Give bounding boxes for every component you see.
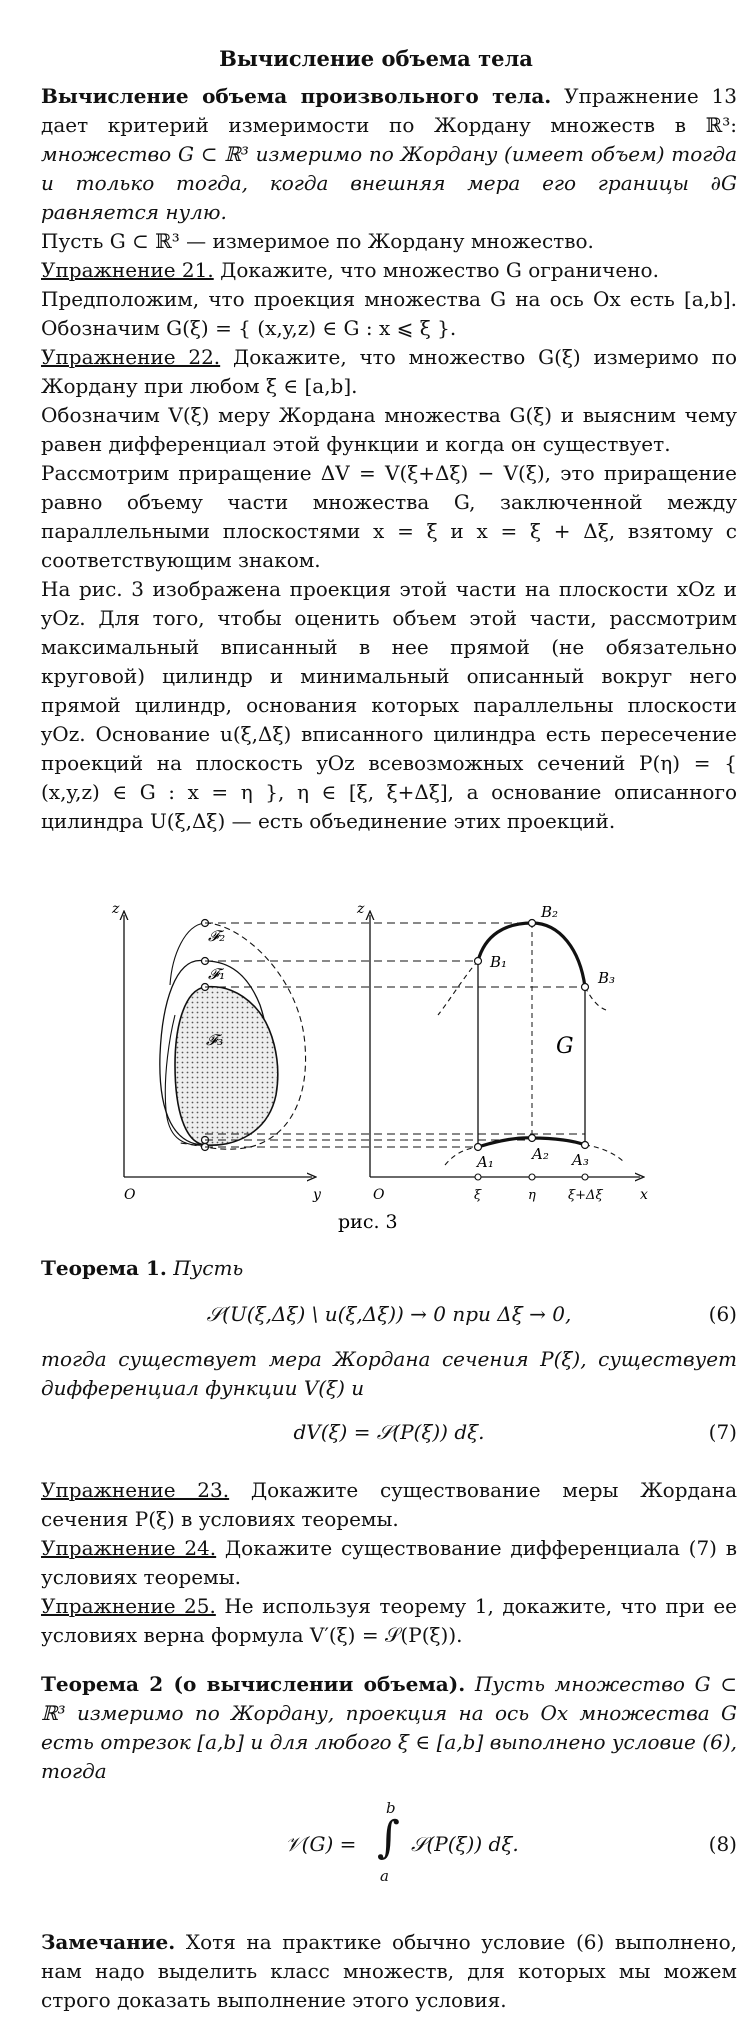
label-b3: B₃ xyxy=(598,969,616,987)
equation-7 xyxy=(41,1418,737,1450)
curve-f2-left xyxy=(170,923,205,985)
theorem-1-intro: Пусть xyxy=(173,1256,244,1280)
tick-xi: ξ xyxy=(474,1188,482,1203)
label-a2: A₂ xyxy=(532,1145,549,1163)
theorem-1-label: Теорема 1. xyxy=(41,1256,167,1280)
section-heading: Вычисление объема произвольного тела. xyxy=(41,84,552,108)
equation-8-right: 𝒮(P(ξ)) dξ. xyxy=(411,1832,519,1856)
label-a3: A₃ xyxy=(572,1151,589,1169)
equation-8-left: 𝒱(G) = xyxy=(285,1832,357,1856)
exercise-21 xyxy=(41,256,737,285)
equation-6-formula: 𝒮(U(ξ,Δξ) \ u(ξ,Δξ)) → 0 при Δξ → 0, xyxy=(206,1302,572,1326)
tick-xi-dxi: ξ+Δξ xyxy=(568,1188,603,1203)
equation-8-integral: ∫ xyxy=(377,1812,400,1863)
label-right-o: O xyxy=(373,1187,385,1203)
exercise-23-label: Упражнение 23. xyxy=(41,1478,230,1502)
label-f3: 𝓕₃ xyxy=(206,1031,224,1049)
paragraph-p2: Предположим, что проекция множества G на ось Ox есть [a,b]. Обозначим G(ξ) = { (x,y,z) ∈ G : x ⩽ ξ }. xyxy=(41,287,737,340)
page-title: Вычисление объема тела xyxy=(219,46,533,71)
equation-8-lower: a xyxy=(380,1867,389,1885)
figure-caption: рис. 3 xyxy=(338,1211,398,1233)
theorem-1-head xyxy=(41,1254,737,1283)
exercise-25-label: Упражнение 25. xyxy=(41,1594,216,1618)
tick-eta: η xyxy=(528,1188,536,1203)
equation-8-upper: b xyxy=(386,1799,396,1817)
remark-body xyxy=(41,1928,737,2015)
exercise-22 xyxy=(41,343,737,401)
exercise-21-text: Докажите, что множество G ограничено. xyxy=(213,258,659,282)
label-right-z: z xyxy=(357,901,365,917)
equation-6 xyxy=(41,1300,737,1332)
exercise-24-text: Докажите существование дифференциала (7) в условиях теоремы. xyxy=(41,1536,737,1589)
equation-8 xyxy=(41,1800,737,1890)
label-f2: 𝓕₂ xyxy=(208,927,226,945)
label-a1: A₁ xyxy=(477,1153,494,1171)
theorem-2-label: Теорема 2 (о вычислении объема). xyxy=(41,1672,466,1696)
exercise-22-text: Докажите, что множество G(ξ) измеримо по Жордану при любом ξ ∈ [a,b]. xyxy=(41,345,737,398)
exercise-21-label: Упражнение 21. xyxy=(41,258,214,282)
section-text xyxy=(41,82,737,836)
exercise-24-label: Упражнение 24. xyxy=(41,1536,217,1560)
paragraph-p5: На рис. 3 изображена проекция этой части на плоскости xOz и yOz. Для того, чтобы оценить объем этой части, рассмотрим максимальный вписанный в нее прямой (не обязательно круговой) цилиндр и минимальный описанный вокруг него прямой цилиндр, основания которых параллельны плоскости yOz. Основание u(ξ,Δξ) вписанного цилиндра есть пересечение проекций на плоскость yOz всевозможных сечений P(η) = { (x,y,z) ∈ G : x = η }, η ∈ [ξ, ξ+Δξ], а основание описанного цилиндра U(ξ,Δξ) — есть объединение этих проекций. xyxy=(41,577,737,833)
theorem-1-body xyxy=(41,1345,737,1403)
outer-dashed-left-top xyxy=(438,961,478,1015)
theorem-1 xyxy=(41,1254,737,1283)
theorem-2 xyxy=(41,1670,737,1786)
exercise-24 xyxy=(41,1534,737,1592)
exercise-22-label: Упражнение 22. xyxy=(41,345,221,369)
label-left-y: y xyxy=(313,1187,321,1203)
theorem-2-text: Пусть множество G ⊂ ℝ³ измеримо по Жордану, проекция на ось Ox множества G есть отрезок [a,b] и для любого ξ ∈ [a,b] выполнено условие (6), тогда xyxy=(41,1672,737,1783)
label-g: G xyxy=(556,1034,574,1059)
equation-7-number: (7) xyxy=(708,1420,737,1444)
equation-8-number: (8) xyxy=(708,1832,737,1856)
exercise-25-text: Не используя теорему 1, докажите, что при ее условиях верна формула V′(ξ) = 𝒮(P(ξ)). xyxy=(41,1594,737,1647)
jordan-criterion: множество G ⊂ ℝ³ измеримо по Жордану (имеет объем) тогда и только тогда, когда внешняя мера его границы ∂G равняется нулю. xyxy=(41,142,737,224)
exercise-25 xyxy=(41,1592,737,1650)
paragraph-p4: Рассмотрим приращение ΔV = V(ξ+Δξ) − V(ξ), это приращение равно объему части множества G, заключенной между параллельными плоскостями x = ξ и x = ξ + Δξ, взятому с соответствующим знаком. xyxy=(41,461,737,572)
figure-3 xyxy=(0,895,752,1235)
intro-paragraph xyxy=(41,82,737,227)
label-right-x: x xyxy=(640,1187,648,1203)
label-f1: 𝓕₁ xyxy=(208,965,226,983)
label-b1: B₁ xyxy=(490,953,508,971)
theorem-1-text: тогда существует мера Жордана сечения P(ξ), существует дифференциал функции V(ξ) и xyxy=(41,1347,737,1400)
paragraph-p3: Обозначим V(ξ) меру Жордана множества G(ξ) и выясним чему равен дифференциал этой функции и когда он существует. xyxy=(41,403,737,456)
label-b2: B₂ xyxy=(541,903,559,921)
outer-dashed-right-top xyxy=(585,987,606,1010)
remark xyxy=(41,1928,737,2015)
equation-6-number: (6) xyxy=(708,1302,737,1326)
intro-text: Упражнение 13 дает критерий измеримости по Жордану множеств в ℝ³: xyxy=(41,84,737,137)
label-left-z: z xyxy=(112,901,120,917)
exercise-23-text: Докажите существование меры Жордана сечения P(ξ) в условиях теоремы. xyxy=(41,1478,737,1531)
remark-label: Замечание. xyxy=(41,1930,176,1954)
exercises-23-25 xyxy=(41,1476,737,1650)
paragraph-p1: Пусть G ⊂ ℝ³ — измеримое по Жордану множество. xyxy=(41,229,594,253)
exercise-23 xyxy=(41,1476,737,1534)
equation-7-formula: dV(ξ) = 𝒮(P(ξ)) dξ. xyxy=(293,1420,485,1444)
remark-text: Хотя на практике обычно условие (6) выполнено, нам надо выделить класс множеств, для которых мы можем строго доказать выполнение этого условия. xyxy=(41,1930,737,2012)
label-left-o: O xyxy=(124,1187,136,1203)
theorem-2-body xyxy=(41,1670,737,1786)
